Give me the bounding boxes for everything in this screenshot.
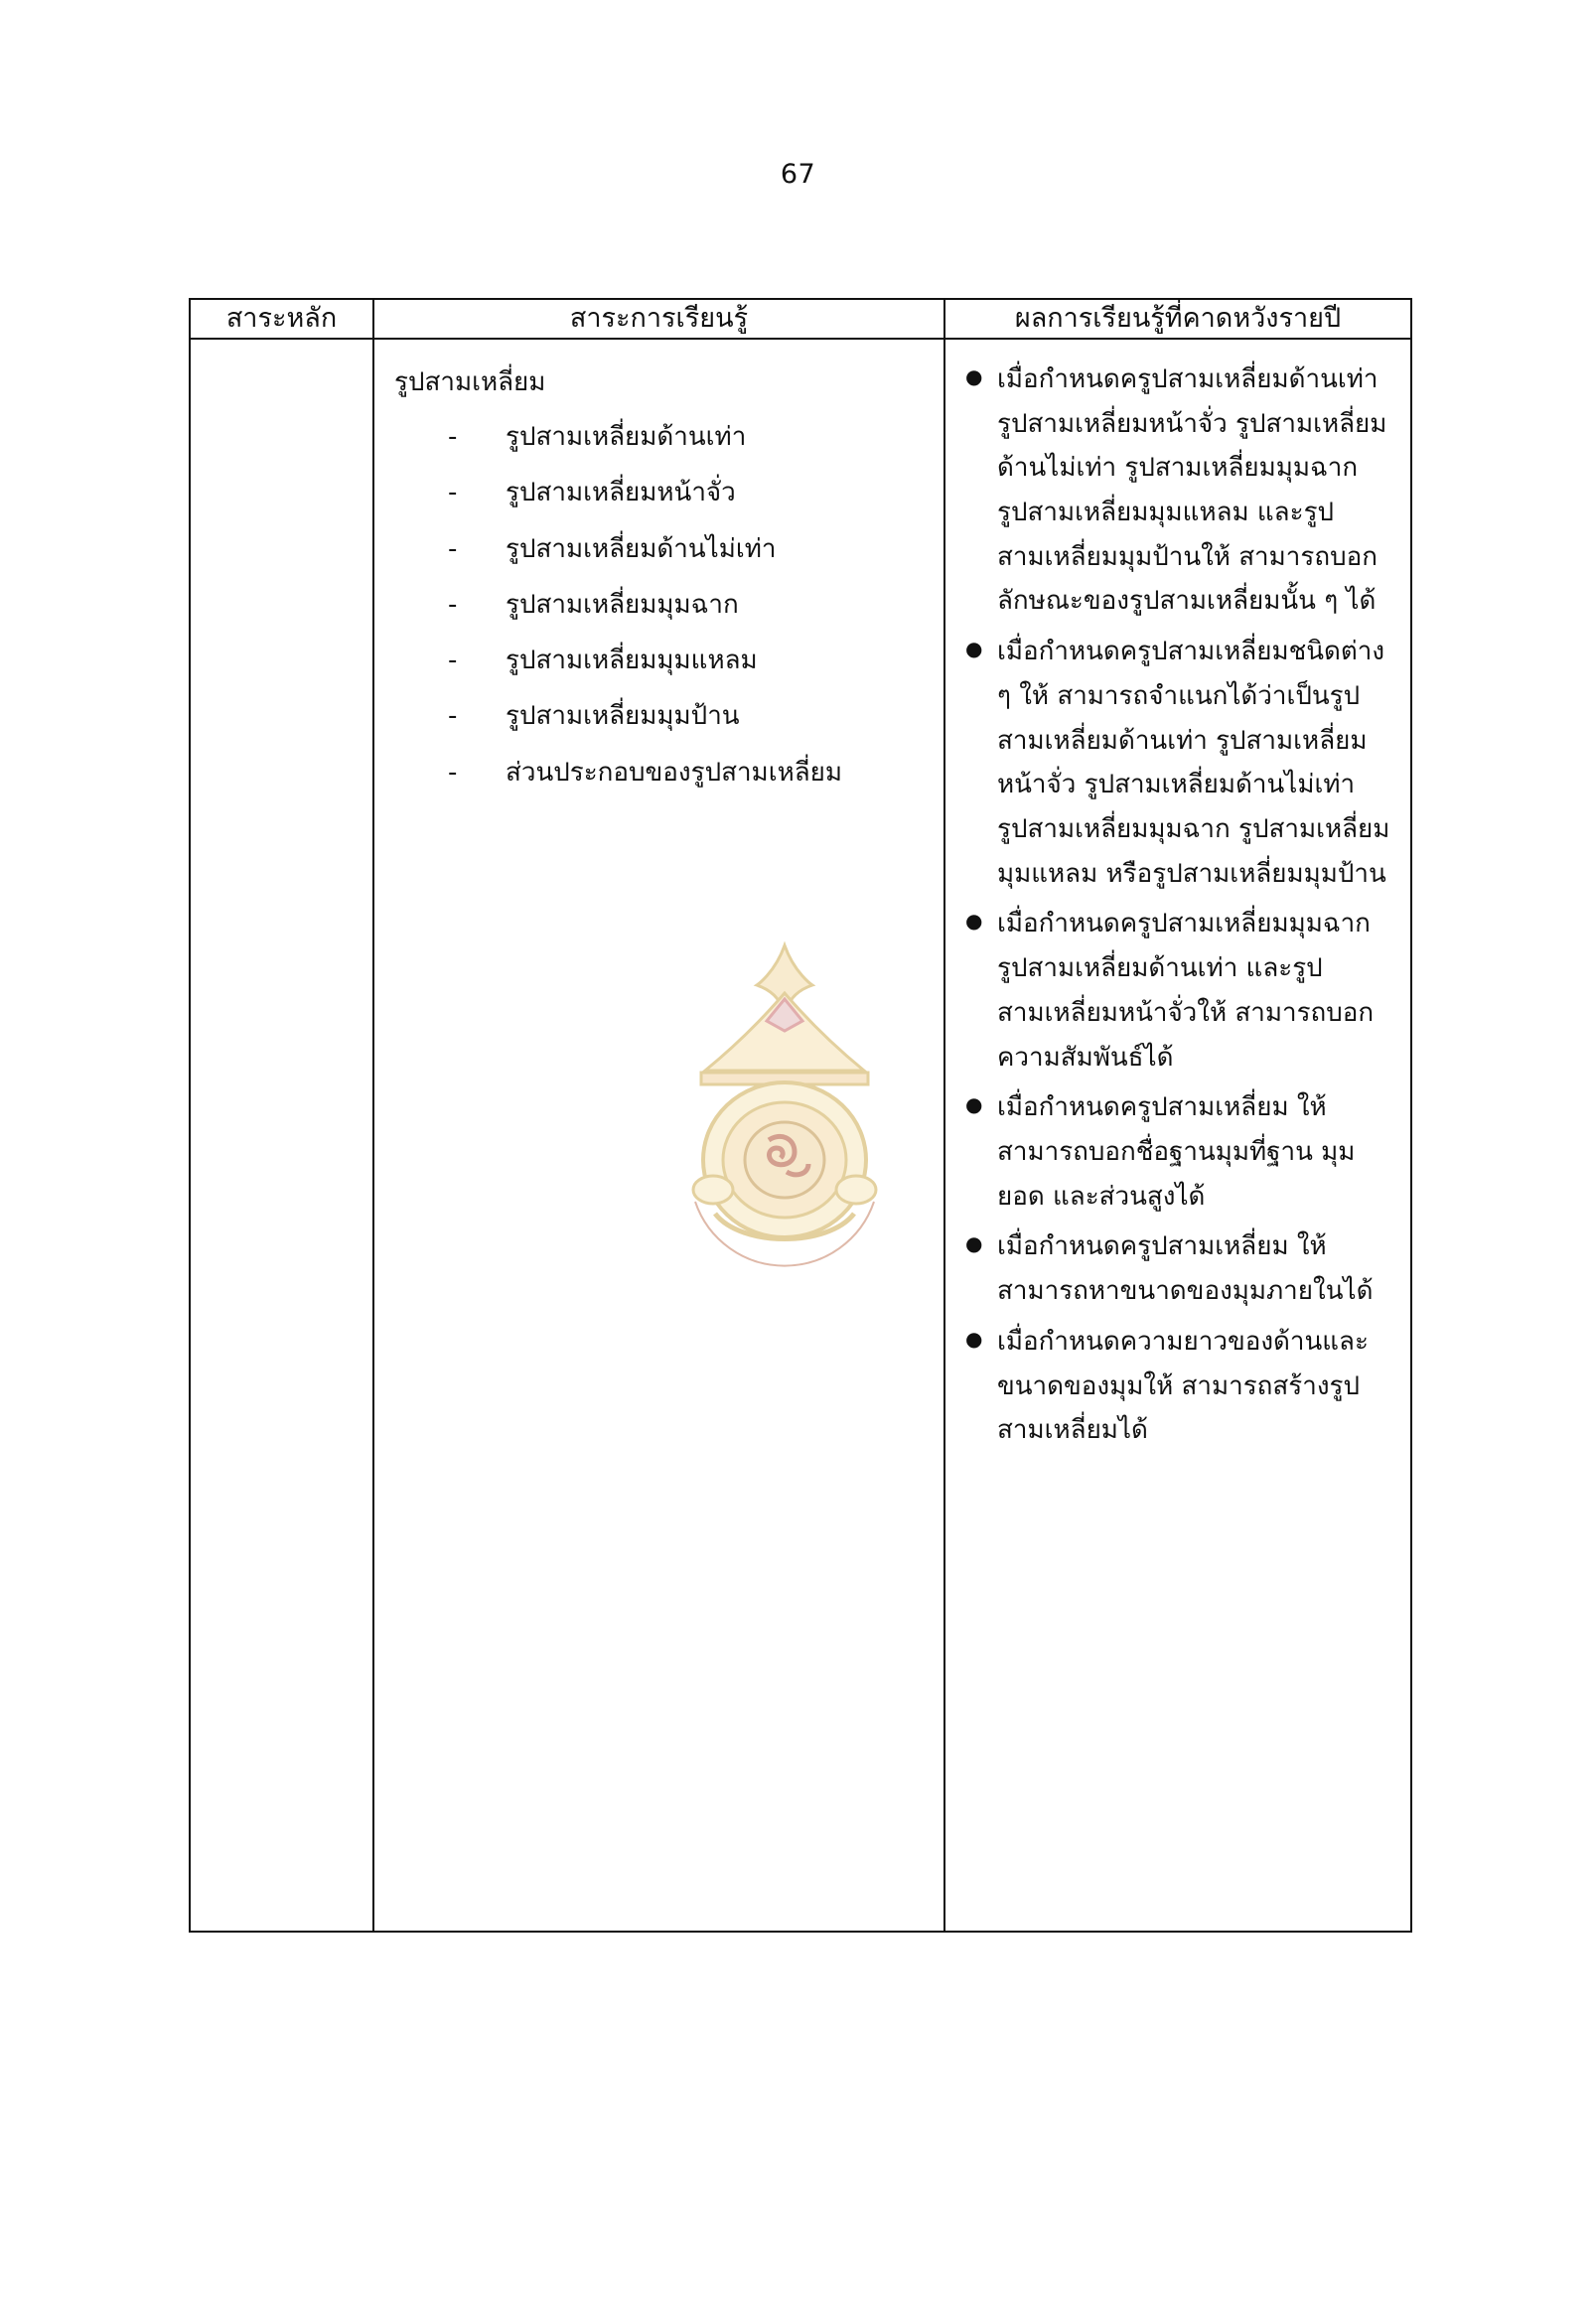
list-item-label: เมื่อกำหนดครูปสามเหลี่ยม ให้สามารถบอกชื่อฐานมุมที่ฐาน มุมยอด และส่วนสูงได้ bbox=[997, 1092, 1356, 1212]
curriculum-table bbox=[189, 298, 1412, 1933]
list-item bbox=[963, 358, 1392, 630]
list-item bbox=[963, 1224, 1392, 1319]
list-item-label: เมื่อกำหนดครูปสามเหลี่ยม ให้สามารถหาขนาดของมุมภายในได้ bbox=[997, 1231, 1374, 1307]
dash-marker: - bbox=[448, 757, 458, 788]
list-item bbox=[448, 745, 926, 800]
list-item bbox=[963, 1320, 1392, 1459]
list-item-label: ส่วนประกอบของรูปสามเหลี่ยม bbox=[506, 757, 843, 788]
dash-marker: - bbox=[448, 701, 458, 732]
learning-content-list bbox=[392, 409, 926, 800]
list-item-label: เมื่อกำหนดครูปสามเหลี่ยมชนิดต่าง ๆ ให้ สามารถจำแนกได้ว่าเป็นรูปสามเหลี่ยมด้านเท่า รูปสามเหลี่ยมหน้าจั่ว รูปสามเหลี่ยมด้านไม่เท่า รูปสามเหลี่ยมมุมฉาก รูปสามเหลี่ยมมุมแหลม หรือรูปสามเหลี่ยมมุมป้าน bbox=[997, 637, 1390, 889]
table-header-row bbox=[190, 299, 1411, 339]
list-item-label: รูปสามเหลี่ยมด้านไม่เท่า bbox=[506, 533, 777, 564]
list-item-label: เมื่อกำหนดครูปสามเหลี่ยมมุมฉาก รูปสามเหลี่ยมด้านเท่า และรูปสามเหลี่ยมหน้าจั่วให้ สามารถบอกความสัมพันธ์ได้ bbox=[997, 909, 1375, 1073]
list-item bbox=[448, 521, 926, 577]
list-item bbox=[963, 630, 1392, 902]
bullet-marker: ● bbox=[965, 637, 983, 661]
list-item-label: รูปสามเหลี่ยมหน้าจั่ว bbox=[506, 478, 736, 508]
list-item bbox=[448, 577, 926, 633]
table-header bbox=[190, 299, 1411, 339]
list-item bbox=[448, 465, 926, 520]
dash-marker: - bbox=[448, 646, 458, 676]
column-header-learning-content: สาระการเรียนรู้ bbox=[373, 299, 944, 339]
bullet-marker: ● bbox=[965, 363, 983, 388]
list-item-label: เมื่อกำหนดความยาวของด้านและขนาดของมุมให้ สามารถสร้างรูปสามเหลี่ยมได้ bbox=[997, 1326, 1369, 1446]
column-header-main-strand: สาระหลัก bbox=[190, 299, 373, 339]
table-row bbox=[190, 339, 1411, 1932]
table-body bbox=[190, 339, 1411, 1932]
list-item-label: เมื่อกำหนดครูปสามเหลี่ยมด้านเท่า รูปสามเหลี่ยมหน้าจั่ว รูปสามเหลี่ยมด้านไม่เท่า รูปสามเหลี่ยมมุมฉาก รูปสามเหลี่ยมมุมแหลม และรูปสามเหลี่ยมมุมป้านให้ สามารถบอกลักษณะของรูปสามเหลี่ยมนั้น ๆ ได้ bbox=[997, 363, 1387, 617]
list-item bbox=[448, 688, 926, 744]
bullet-marker: ● bbox=[965, 1326, 983, 1351]
list-item-label: รูปสามเหลี่ยมมุมฉาก bbox=[506, 589, 739, 620]
list-item-label: รูปสามเหลี่ยมด้านเท่า bbox=[506, 421, 747, 452]
dash-marker: - bbox=[448, 421, 458, 452]
dash-marker: - bbox=[448, 533, 458, 564]
cell-expected-outcomes bbox=[944, 339, 1411, 1932]
cell-learning-content bbox=[373, 339, 944, 1932]
list-item-label: รูปสามเหลี่ยมมุมแหลม bbox=[506, 646, 758, 676]
list-item bbox=[963, 902, 1392, 1085]
list-item-label: รูปสามเหลี่ยมมุมป้าน bbox=[506, 701, 740, 732]
bullet-marker: ● bbox=[965, 909, 983, 934]
list-item bbox=[448, 633, 926, 688]
bullet-marker: ● bbox=[965, 1231, 983, 1256]
dash-marker: - bbox=[448, 589, 458, 620]
list-item bbox=[963, 1085, 1392, 1224]
dash-marker: - bbox=[448, 478, 458, 508]
learning-content-title: รูปสามเหลี่ยม bbox=[394, 366, 546, 397]
list-item bbox=[448, 409, 926, 465]
bullet-marker: ● bbox=[965, 1092, 983, 1117]
cell-main-strand bbox=[190, 339, 373, 1932]
page-number: 67 bbox=[780, 159, 816, 190]
column-header-expected-outcomes: ผลการเรียนรู้ที่คาดหวังรายปี bbox=[944, 299, 1411, 339]
expected-outcomes-list bbox=[963, 358, 1392, 1459]
